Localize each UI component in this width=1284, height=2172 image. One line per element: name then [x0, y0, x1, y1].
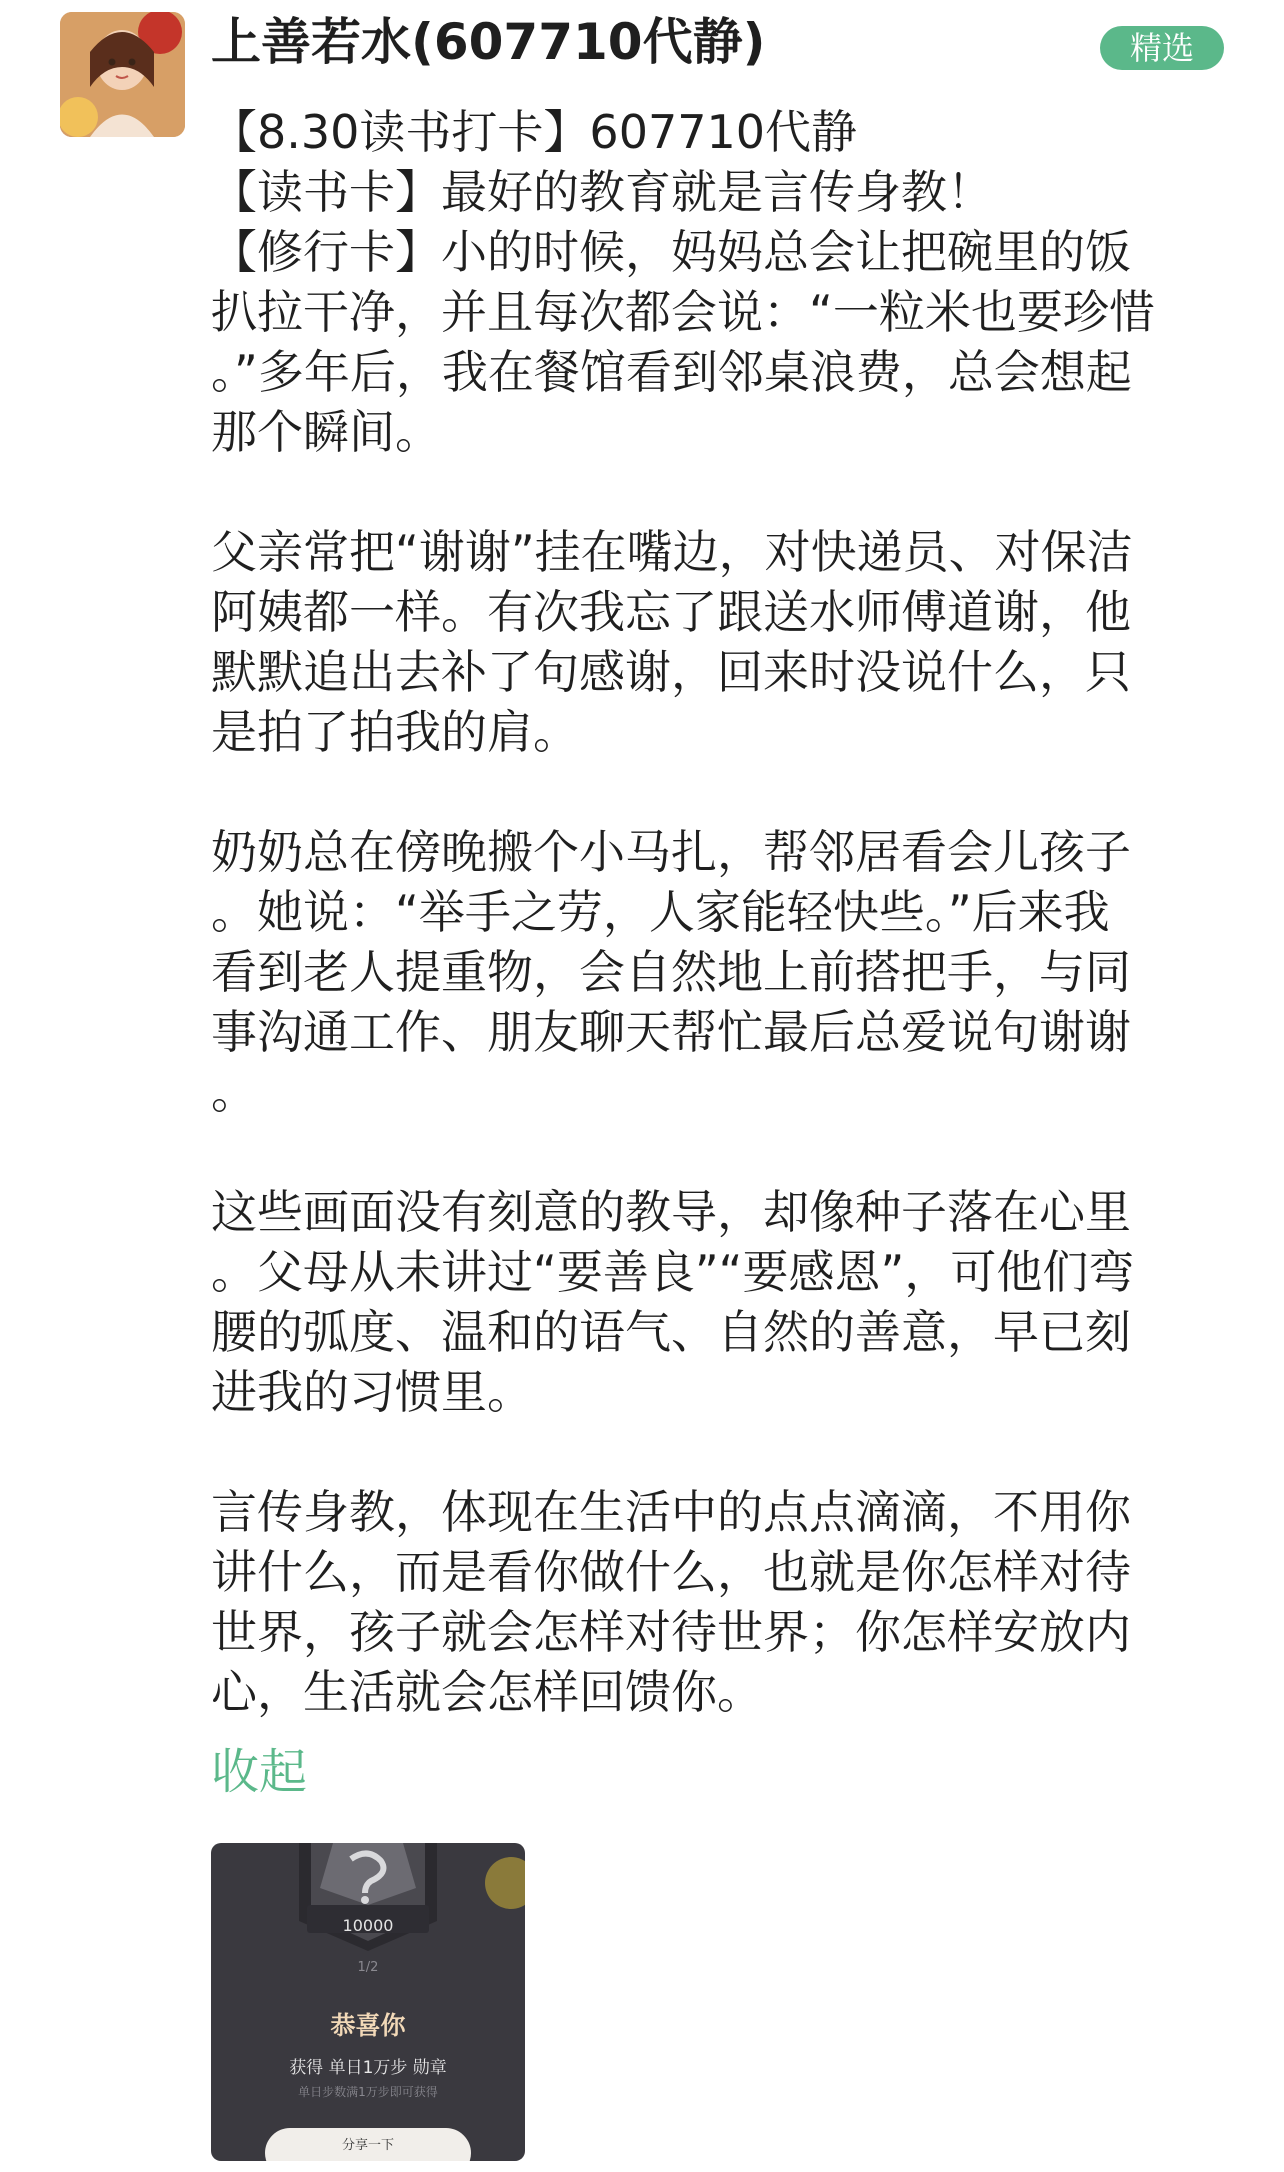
paragraph-gap: [211, 1422, 1221, 1482]
post-line: 看到老人提重物，会自然地上前搭把手，与同: [211, 945, 1131, 999]
post-line: 讲什么，而是看你做什么，也就是你怎样对待: [211, 1545, 1131, 1599]
post-line: 事沟通工作、朋友聊天帮忙最后总爱说句谢谢: [211, 1005, 1131, 1059]
post-line: 。她说：“举手之劳，人家能轻快些。”后来我: [211, 885, 1110, 939]
post-line: 进我的习惯里。: [211, 1365, 533, 1419]
attached-image-card[interactable]: [211, 1843, 525, 2161]
card-pager: 1/2: [357, 1960, 379, 1975]
author-name[interactable]: 上善若水(607710代静): [211, 13, 766, 71]
post-line: 。: [211, 1065, 257, 1119]
avatar-image: [60, 12, 185, 137]
featured-badge: 精选: [1100, 26, 1224, 70]
post-line: 扒拉干净，并且每次都会说：“一粒米也要珍惜: [211, 285, 1155, 339]
post-line: 【8.30读书打卡】607710代静: [211, 105, 858, 159]
post-line: 【修行卡】小的时候，妈妈总会让把碗里的饭: [211, 225, 1131, 279]
avatar[interactable]: [60, 12, 185, 137]
medal-steps-label: 10000: [342, 1916, 394, 1935]
card-obtained-text: 获得 单日1万步 勋章: [289, 2058, 447, 2078]
post-line: 默默追出去补了句感谢，回来时没说什么，只: [211, 645, 1131, 699]
post-line: 世界，孩子就会怎样对待世界；你怎样安放内: [211, 1605, 1131, 1659]
post-line: 。”多年后，我在餐馆看到邻桌浪费，总会想起: [211, 345, 1132, 399]
post-line: 言传身教，体现在生活中的点点滴滴，不用你: [211, 1485, 1131, 1539]
post-line: 【读书卡】最好的教育就是言传身教！: [211, 165, 993, 219]
card-hint: 单日步数满1万步即可获得: [298, 2085, 438, 2099]
card-congrats: 恭喜你: [330, 2011, 406, 2040]
post-line: 这些画面没有刻意的教导，却像种子落在心里: [211, 1185, 1131, 1239]
share-button[interactable]: 分享一下: [265, 2128, 471, 2161]
post-line: 父亲常把“谢谢”挂在嘴边，对快递员、对保洁: [211, 525, 1133, 579]
paragraph-gap: [211, 762, 1221, 822]
post-line: 心，生活就会怎样回馈你。: [211, 1665, 763, 1719]
post-content: [211, 102, 1221, 1722]
post-line: 。父母从未讲过“要善良”“要感恩”，可他们弯: [211, 1245, 1135, 1299]
paragraph-gap: [211, 1122, 1221, 1182]
post-line: 是拍了拍我的肩。: [211, 705, 579, 759]
post-line: 那个瞬间。: [211, 405, 441, 459]
post-line: 奶奶总在傍晚搬个小马扎，帮邻居看会儿孩子: [211, 825, 1131, 879]
collapse-link[interactable]: 收起: [211, 1744, 308, 1800]
medal-icon: [211, 1843, 525, 1973]
paragraph-gap: [211, 462, 1221, 522]
post-line: 腰的弧度、温和的语气、自然的善意，早已刻: [211, 1305, 1131, 1359]
post-line: 阿姨都一样。有次我忘了跟送水师傅道谢，他: [211, 585, 1131, 639]
